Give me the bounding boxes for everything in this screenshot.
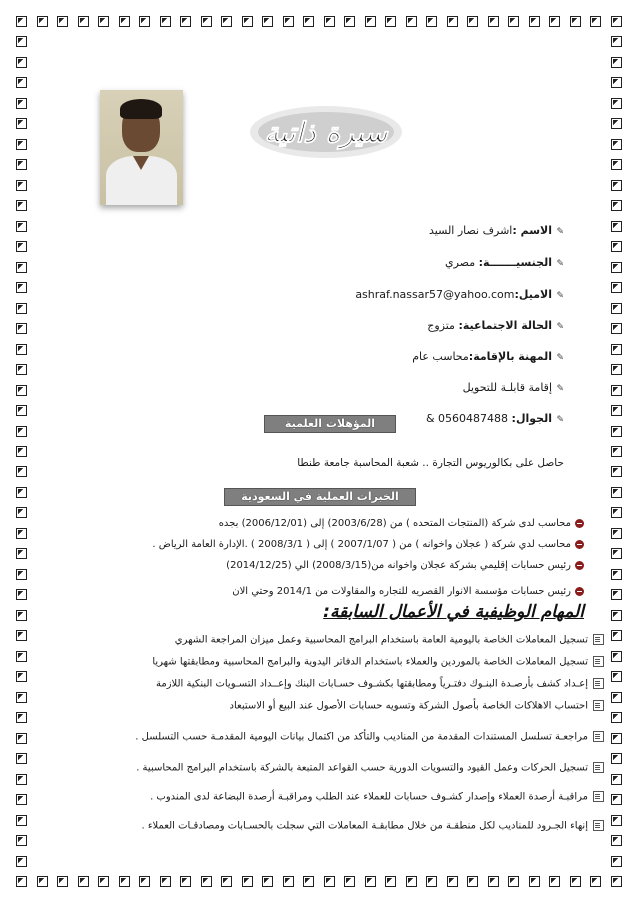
- border-tile: [16, 385, 27, 396]
- border-tile: [16, 589, 27, 600]
- border-tile: [549, 876, 560, 887]
- border-tile: [160, 16, 171, 27]
- border-tile: [16, 548, 27, 559]
- border-tile: [611, 36, 622, 47]
- border-tile: [16, 159, 27, 170]
- border-tile: [611, 282, 622, 293]
- bullet-icon: [575, 587, 584, 596]
- border-tile: [611, 426, 622, 437]
- qualifications-title: المؤهلات العلمية: [264, 415, 396, 433]
- border-tile: [16, 733, 27, 744]
- document-icon: [593, 678, 604, 689]
- border-tile: [611, 466, 622, 477]
- border-tile: [16, 221, 27, 232]
- border-tile: [16, 364, 27, 375]
- border-tile: [508, 16, 519, 27]
- border-tile: [611, 507, 622, 518]
- border-tile: [611, 221, 622, 232]
- task-item: مراجعـة تسلسل المستندات المقدمة من المناديب والتأكد من اكتمال بيانات اليومية المقدمـة حسب التسلسل .: [135, 731, 604, 743]
- qualification-text: حاصل على بكالوريوس التجارة .. شعبة المحاسبة جامعة طنطا: [297, 457, 564, 469]
- task-item: إنهاء الجـرود للمناديب لكل منطقـة من خلال مطابقـة المعاملات التي سجلت بالحسـابات ومصادقـات العملاء .: [141, 820, 604, 832]
- border-tile: [611, 77, 622, 88]
- border-tile: [611, 671, 622, 682]
- border-tile: [16, 774, 27, 785]
- border-tile: [611, 712, 622, 723]
- border-tile: [139, 16, 150, 27]
- border-tile: [16, 139, 27, 150]
- border-tile: [447, 16, 458, 27]
- border-tile: [16, 446, 27, 457]
- border-tile: [611, 344, 622, 355]
- border-tile: [570, 16, 581, 27]
- border-tile: [611, 589, 622, 600]
- border-tile: [16, 180, 27, 191]
- border-tile: [78, 16, 89, 27]
- border-tile: [139, 876, 150, 887]
- border-tile: [98, 16, 109, 27]
- border-tile: [16, 835, 27, 846]
- border-tile: [611, 364, 622, 375]
- border-tile: [242, 16, 253, 27]
- document-icon: [593, 656, 604, 667]
- border-tile: [16, 569, 27, 580]
- border-tile: [16, 262, 27, 273]
- border-tile: [385, 16, 396, 27]
- border-tile: [16, 815, 27, 826]
- border-tile: [16, 528, 27, 539]
- border-tile: [16, 200, 27, 211]
- border-tile: [324, 876, 335, 887]
- border-tile: [611, 487, 622, 498]
- border-tile: [385, 876, 396, 887]
- border-tile: [590, 16, 601, 27]
- border-tile: [529, 876, 540, 887]
- border-tile: [119, 16, 130, 27]
- border-tile: [16, 344, 27, 355]
- profile-photo: [100, 90, 183, 205]
- bullet-icon: [575, 540, 584, 549]
- border-tile: [406, 876, 417, 887]
- document-icon: [593, 762, 604, 773]
- border-tile: [16, 426, 27, 437]
- border-tile: [201, 16, 212, 27]
- job-row: ✎المهنة بالإقامة:محاسب عام: [412, 350, 564, 363]
- border-tile: [221, 876, 232, 887]
- border-tile: [426, 876, 437, 887]
- pin-icon: ✎: [556, 353, 564, 363]
- border-tile: [283, 16, 294, 27]
- task-item: إعـداد كشف بأرصـدة البنـوك دفتـرياً ومطابقتها بكشـوف حسـابات البنك وإعــداد التسـويات البنكية اللازمة: [156, 678, 604, 690]
- border-tile: [467, 876, 478, 887]
- border-tile: [611, 528, 622, 539]
- border-tile: [611, 323, 622, 334]
- border-tile: [201, 876, 212, 887]
- name-row: ✎الاسم :اشرف نصار السيد: [429, 224, 564, 237]
- border-tile: [16, 36, 27, 47]
- border-tile: [488, 16, 499, 27]
- cv-page: [34, 34, 604, 869]
- border-tile: [611, 651, 622, 662]
- pin-icon: ✎: [556, 415, 564, 425]
- border-tile: [611, 692, 622, 703]
- border-tile: [611, 569, 622, 580]
- border-tile: [611, 303, 622, 314]
- border-tile: [611, 385, 622, 396]
- border-tile: [344, 876, 355, 887]
- border-tile: [16, 16, 27, 27]
- border-tile: [406, 16, 417, 27]
- email-row: ✎الاميل:ashraf.nassar57@yahoo.com: [355, 288, 564, 301]
- border-tile: [16, 630, 27, 641]
- experience-item: رئيس حسابات إقليمي بشركة عجلان واخوانه من(2008/3/15) الي (2014/12/25): [226, 560, 584, 571]
- border-tile: [611, 159, 622, 170]
- border-tile: [611, 876, 622, 887]
- document-icon: [593, 791, 604, 802]
- border-tile: [611, 16, 622, 27]
- border-tile: [611, 118, 622, 129]
- border-tile: [447, 876, 458, 887]
- pin-icon: ✎: [556, 291, 564, 301]
- border-tile: [611, 57, 622, 68]
- border-tile: [611, 405, 622, 416]
- border-tile: [16, 466, 27, 477]
- border-tile: [283, 876, 294, 887]
- border-tile: [611, 180, 622, 191]
- border-tile: [467, 16, 478, 27]
- border-tile: [16, 610, 27, 621]
- border-tile: [611, 753, 622, 764]
- border-tile: [119, 876, 130, 887]
- border-tile: [180, 16, 191, 27]
- border-tile: [16, 487, 27, 498]
- border-tile: [16, 57, 27, 68]
- border-tile: [16, 671, 27, 682]
- border-tile: [160, 876, 171, 887]
- pin-icon: ✎: [556, 227, 564, 237]
- border-tile: [303, 876, 314, 887]
- border-tile: [242, 876, 253, 887]
- experience-item: محاسب لدى شركة (المنتجات المتحده ) من (2003/6/28) إلى (2006/12/01) بجده: [219, 518, 584, 529]
- border-tile: [611, 610, 622, 621]
- pin-icon: ✎: [556, 384, 564, 394]
- experience-title: الخبرات العملية في السعودية: [224, 488, 416, 506]
- pin-icon: ✎: [556, 259, 564, 269]
- mobile-row: ✎الجوال: & 0560487488: [425, 412, 564, 425]
- border-tile: [16, 241, 27, 252]
- border-tile: [16, 507, 27, 518]
- border-tile: [570, 876, 581, 887]
- marital-row: ✎الحالة الاجتماعية: متزوج: [427, 319, 564, 332]
- title-logo-text: سيرة ذاتية: [264, 116, 388, 149]
- pin-icon: ✎: [556, 322, 564, 332]
- border-tile: [16, 794, 27, 805]
- border-tile: [262, 16, 273, 27]
- border-tile: [508, 876, 519, 887]
- experience-item: محاسب لدي شركة ( عجلان واخوانه ) من ( 2007/1/07 ) إلى ( 2008/3/1 ) .الإدارة العامة الرياض .: [152, 539, 584, 550]
- border-tile: [611, 139, 622, 150]
- border-tile: [16, 651, 27, 662]
- border-tile: [57, 16, 68, 27]
- task-item: تسجيل المعاملات الخاصة بالموردين والعملاء باستخدام الدفاتر اليدوية والبرامج المحاسبية ومطابقتها شهريا: [152, 656, 604, 668]
- document-icon: [593, 634, 604, 645]
- border-tile: [344, 16, 355, 27]
- border-tile: [611, 856, 622, 867]
- border-tile: [37, 876, 48, 887]
- border-tile: [37, 16, 48, 27]
- border-tile: [16, 753, 27, 764]
- border-tile: [365, 16, 376, 27]
- bullet-icon: [575, 561, 584, 570]
- border-tile: [16, 77, 27, 88]
- tasks-heading: المهام الوظيفية في الأعمال السابقة:: [323, 602, 584, 622]
- border-tile: [16, 856, 27, 867]
- border-tile: [16, 282, 27, 293]
- border-tile: [529, 16, 540, 27]
- border-tile: [16, 118, 27, 129]
- border-tile: [78, 876, 89, 887]
- email-value[interactable]: ashraf.nassar57@yahoo.com: [355, 288, 515, 301]
- document-icon: [593, 731, 604, 742]
- border-tile: [611, 241, 622, 252]
- border-tile: [611, 200, 622, 211]
- document-icon: [593, 700, 604, 711]
- border-tile: [16, 876, 27, 887]
- nationality-row: ✎الجنسيـــــــة: مصري: [444, 256, 564, 269]
- border-tile: [324, 16, 335, 27]
- border-tile: [365, 876, 376, 887]
- border-tile: [221, 16, 232, 27]
- border-tile: [98, 876, 109, 887]
- document-icon: [593, 820, 604, 831]
- border-tile: [262, 876, 273, 887]
- border-tile: [180, 876, 191, 887]
- task-item: احتساب الاهلاكات الخاصة بأصول الشركة وتسويه حسابات الأصول عند البيع أو الاستبعاد: [230, 700, 604, 712]
- border-tile: [611, 733, 622, 744]
- border-tile: [611, 446, 622, 457]
- border-tile: [16, 405, 27, 416]
- border-tile: [16, 712, 27, 723]
- border-tile: [611, 548, 622, 559]
- border-tile: [611, 835, 622, 846]
- title-logo: [246, 96, 406, 166]
- border-tile: [590, 876, 601, 887]
- border-tile: [16, 303, 27, 314]
- border-tile: [16, 323, 27, 334]
- task-item: مراقبـة أرصدة العملاء وإصدار كشـوف حسابات للعملاء عند الطلب ومراقبـة أرصدة البضاعة لدى المندوب .: [150, 791, 604, 803]
- task-item: تسجيل الحركات وعمل القيود والتسويات الدورية حسب القواعد المتبعة بالشركة باستخدام البرامج المحاسبية .: [136, 762, 604, 774]
- border-tile: [611, 774, 622, 785]
- border-tile: [611, 630, 622, 641]
- border-tile: [57, 876, 68, 887]
- residency-row: ✎إقامة قابلـة للتحويل: [462, 381, 564, 394]
- border-tile: [611, 98, 622, 109]
- border-tile: [549, 16, 560, 27]
- bullet-icon: [575, 519, 584, 528]
- border-tile: [426, 16, 437, 27]
- border-tile: [488, 876, 499, 887]
- border-tile: [303, 16, 314, 27]
- border-tile: [16, 692, 27, 703]
- task-item: تسجيل المعاملات الخاصة باليومية العامة باستخدام البرامج المحاسبية وعمل ميزان المراجعة الشهري: [175, 634, 604, 646]
- border-tile: [16, 98, 27, 109]
- border-tile: [611, 815, 622, 826]
- border-tile: [611, 262, 622, 273]
- border-tile: [611, 794, 622, 805]
- experience-item: رئيس حسابات مؤسسة الانوار القصريه للتجاره والمقاولات من 2014/1 وحتي الان: [232, 586, 584, 597]
